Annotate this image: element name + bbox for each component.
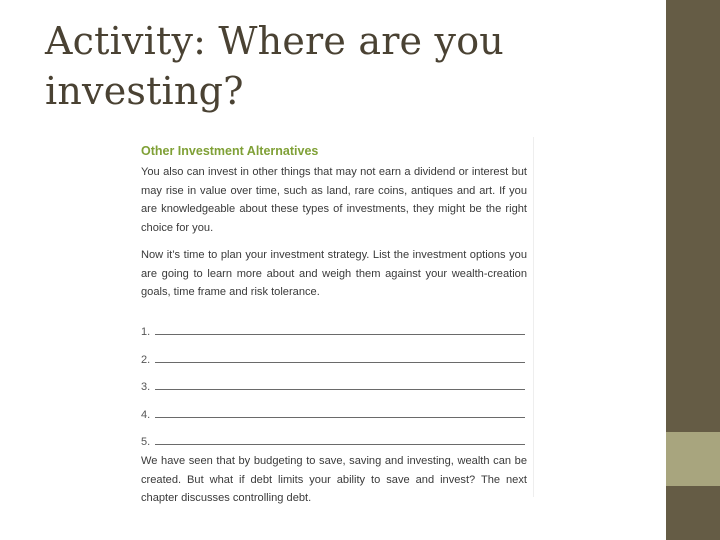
worksheet-image	[137, 137, 534, 504]
answer-line	[141, 421, 527, 449]
answer-blank	[155, 389, 525, 390]
worksheet-paragraph-1: You also can invest in other things that may not earn a dividend or interest but may rise in value over time, such as land, rare coins, antiques and art. If you are knowledgeable about these types of investments, they might be the right choice for you.	[141, 166, 527, 234]
answer-line-number: 2.	[141, 353, 151, 366]
answer-blank	[155, 417, 525, 418]
answer-blank	[155, 362, 525, 363]
answer-line	[141, 393, 527, 421]
answer-blank	[155, 334, 525, 335]
answer-line-number: 1.	[141, 326, 151, 338]
slide-title: Activity: Where are you investing?	[45, 19, 504, 113]
decorative-sidebar	[666, 0, 720, 540]
answer-line	[141, 338, 527, 366]
decorative-sidebar-block	[666, 432, 720, 486]
worksheet-heading: Other Investment Alternatives	[141, 144, 319, 158]
answer-line-number: 4.	[141, 408, 151, 421]
answer-lines	[141, 311, 527, 449]
answer-line-number: 5.	[141, 436, 151, 448]
worksheet-paragraph-2: Now it’s time to plan your investment strategy. List the investment options you are going to learn more about and weigh them against your wealth-creation goals, time frame and risk tolerance.	[141, 249, 527, 298]
answer-line	[141, 311, 527, 339]
answer-blank	[155, 444, 525, 445]
worksheet-paragraph-3: We have seen that by budgeting to save, saving and investing, wealth can be created. But what if debt limits your ability to save and invest? The next chapter discusses controlling debt.	[141, 455, 527, 504]
answer-line-number: 3.	[141, 381, 151, 393]
answer-line	[141, 366, 527, 394]
